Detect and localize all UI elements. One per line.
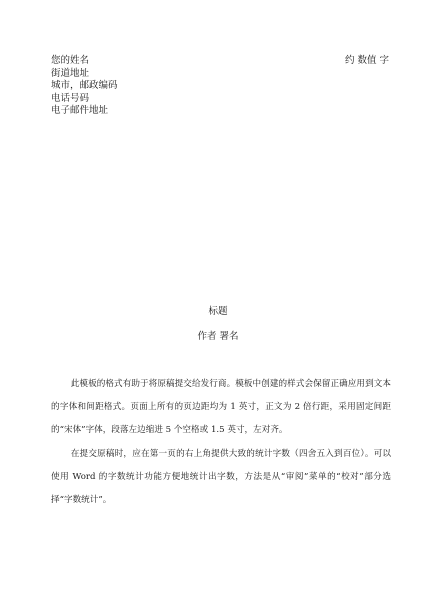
body-text [51,373,391,512]
street-address[interactable]: 街道地址 [51,67,90,79]
author-byline[interactable]: 作者 署名 [197,331,239,342]
author-name[interactable]: 您的姓名 [51,55,90,66]
city-zip[interactable]: 城市，邮政编码 [51,80,118,91]
email-address[interactable]: 电子邮件地址 [51,105,109,116]
body-paragraph-2[interactable]: 在提交原稿时，应在第一页的右上角提供大致的统计字数（四舍五入到百位）。可以使用 Word 的字数统计功能方便地统计出字数，方法是从“审阅”菜单的“校对”部分选择“字数统计”。 [51,448,391,506]
manuscript-title[interactable]: 标题 [208,306,228,317]
body-paragraph-1[interactable]: 此模板的格式有助于将原稿提交给发行商。模板中创建的样式会保留正确应用到文本的字体和间距格式。页面上所有的页边距均为 1 英寸，正文为 2 倍行距，采用固定间距的“宋体”字体，段落左边缩进 5 个空格或 1.5 英寸，左对齐。 [51,379,391,436]
phone-number[interactable]: 电话号码 [51,92,90,104]
word-count[interactable]: 约 数值 字 [344,55,389,66]
author-contact-block [51,55,118,118]
